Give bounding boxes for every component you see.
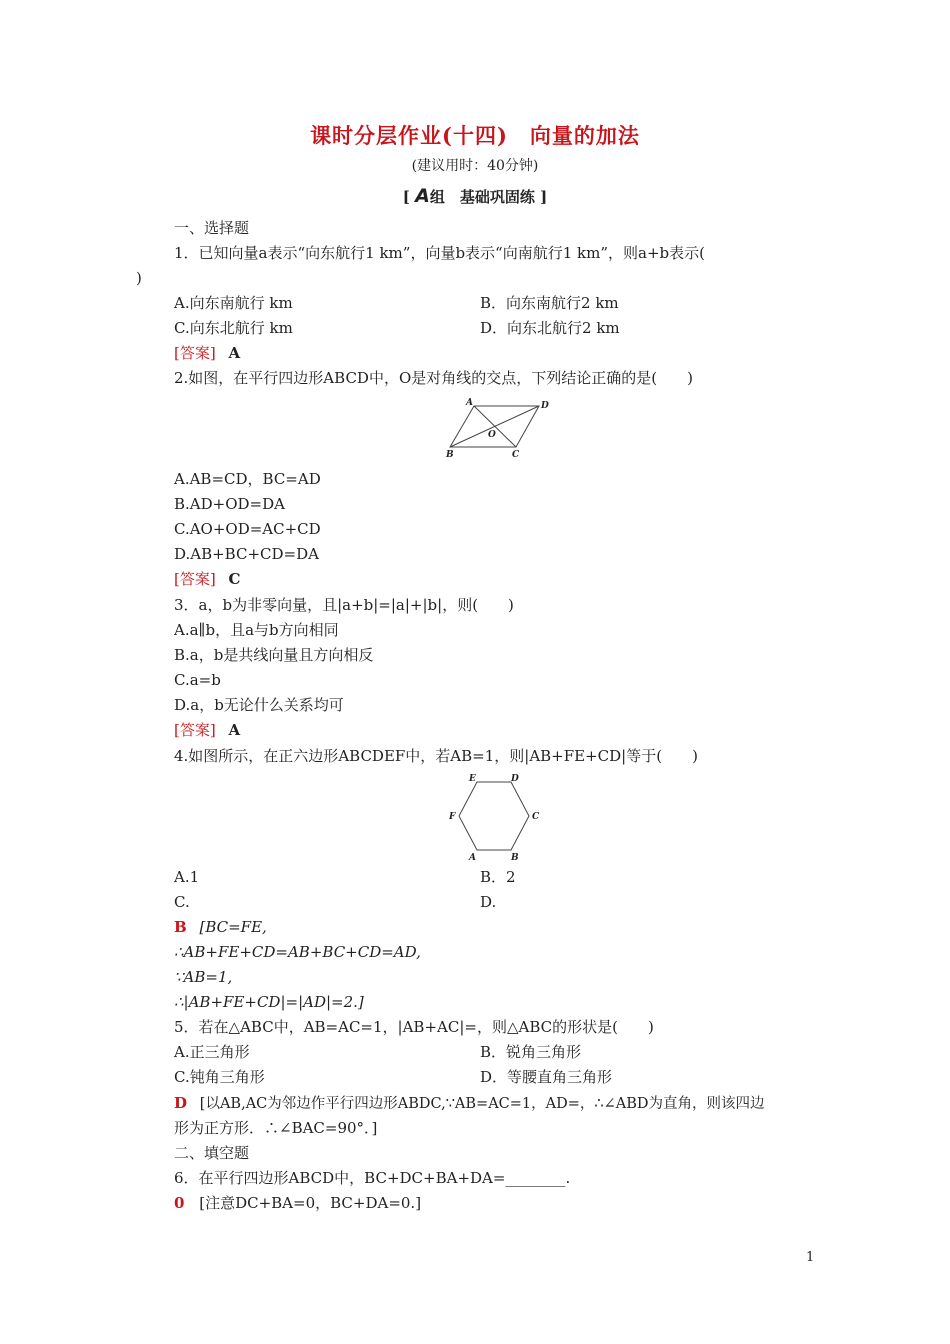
q5-stem: 5．若在△ABC中，AB=AC=1，|AB+AC|=，则△ABC的形状是( ) [174, 1018, 654, 1036]
suggested-time: (建议用时：40分钟) [411, 158, 539, 174]
group-heading [0, 186, 950, 207]
q1-answer [174, 343, 240, 363]
q5-option-c: C.钝角三角形 [174, 1068, 265, 1086]
q2-option-b: B.AD+OD=DA [174, 495, 285, 513]
answer-value: C [228, 570, 241, 588]
q5-solution-line2: 形为正方形．∴∠BAC=90°．] [174, 1119, 378, 1137]
q3-option-d: D.a，b无论什么关系均可 [174, 696, 344, 714]
q4-option-c: C. [174, 893, 190, 911]
fig-label-e: E [469, 774, 476, 784]
q3-stem: 3．a，b为非零向量，且|a+b|=|a|+|b|，则( ) [174, 596, 514, 614]
fig-label-b: B [511, 853, 519, 862]
page-number: 1 [806, 1250, 815, 1265]
fig-label-d: D [541, 401, 549, 411]
section-heading-choice: 一、选择题 [174, 219, 250, 237]
q1-option-b: B．向东南航行2 km [480, 294, 619, 312]
q4-solution-line4: ∴|AB+FE+CD|=|AD|=2.] [174, 993, 364, 1011]
fig-label-d: D [511, 774, 519, 784]
q4-stem: 4.如图所示，在正六边形ABCDEF中，若AB=1，则|AB+FE+CD|等于( ) [174, 747, 698, 765]
q2-option-d: D.AB+BC+CD=DA [174, 545, 319, 563]
fig-label-c: C [512, 450, 520, 460]
q4-option-d: D. [480, 893, 497, 911]
page-title: 课时分层作业(十四) 向量的加法 [310, 123, 640, 148]
q4-option-b: B．2 [480, 868, 516, 886]
section-heading-fill: 二、填空题 [174, 1144, 250, 1162]
group-bracket-close: ] [540, 188, 548, 206]
q6-solution [174, 1193, 421, 1213]
group-label: 组 基础巩固练 [429, 188, 535, 206]
fig-label-a: A [469, 853, 476, 862]
hexagon-figure [443, 770, 543, 862]
parallelogram-figure [440, 396, 555, 462]
q4-option-a: A.1 [174, 868, 200, 886]
fig-label-b: B [446, 450, 454, 460]
q6-stem: 6．在平行四边形ABCD中，BC+DC+BA+DA=________. [174, 1169, 571, 1187]
answer-label: [答案] [174, 570, 216, 588]
q1-option-c: C.向东北航行 km [174, 319, 293, 337]
group-letter: A [415, 185, 430, 207]
answer-value: A [228, 721, 241, 739]
q3-option-b: B.a，b是共线向量且方向相反 [174, 646, 374, 664]
fig-label-a: A [466, 398, 473, 408]
q3-option-a: A.a∥b，且a与b方向相同 [174, 621, 339, 639]
answer-value: D [174, 1094, 188, 1112]
solution-text: [注意DC+BA=0，BC+DA=0.] [199, 1194, 422, 1212]
q5-option-b: B．锐角三角形 [480, 1043, 582, 1061]
q3-answer [174, 720, 240, 740]
q5-option-a: A.正三角形 [174, 1043, 250, 1061]
group-bracket-open: [ [402, 188, 410, 206]
solution-text: [BC=FE, [199, 918, 267, 936]
answer-label: [答案] [174, 721, 216, 739]
q1-option-a: A.向东南航行 km [174, 294, 293, 312]
solution-text: [以AB,AC为邻边作平行四边形ABDC,∵AB=AC=1，AD=，∴∠ABD为直角，则该四边 [199, 1096, 765, 1112]
fig-label-c: C [532, 812, 540, 822]
q4-solution-line1 [174, 917, 267, 937]
q5-option-d: D．等腰直角三角形 [480, 1068, 613, 1086]
q1-stem-cont: ) [136, 269, 142, 287]
q2-option-a: A.AB=CD，BC=AD [174, 470, 321, 488]
q1-stem: 1．已知向量a表示“向东航行1 km”，向量b表示“向南航行1 km”，则a+b表示( [174, 244, 705, 262]
fig-label-f: F [449, 812, 456, 822]
q2-answer [174, 569, 240, 589]
q4-solution-line3: ∵AB=1, [174, 968, 233, 986]
q2-option-c: C.AO+OD=AC+CD [174, 520, 321, 538]
answer-value: B [174, 918, 187, 936]
q3-option-c: C.a=b [174, 671, 221, 689]
answer-value: 0 [174, 1194, 185, 1212]
q2-stem: 2.如图，在平行四边形ABCD中，O是对角线的交点，下列结论正确的是( ) [174, 369, 693, 387]
fig-label-o: O [488, 430, 496, 440]
answer-value: A [228, 344, 241, 362]
q5-solution-line1 [174, 1093, 765, 1114]
answer-label: [答案] [174, 344, 216, 362]
q4-solution-line2: ∴AB+FE+CD=AB+BC+CD=AD, [174, 943, 421, 961]
q1-option-d: D．向东北航行2 km [480, 319, 620, 337]
